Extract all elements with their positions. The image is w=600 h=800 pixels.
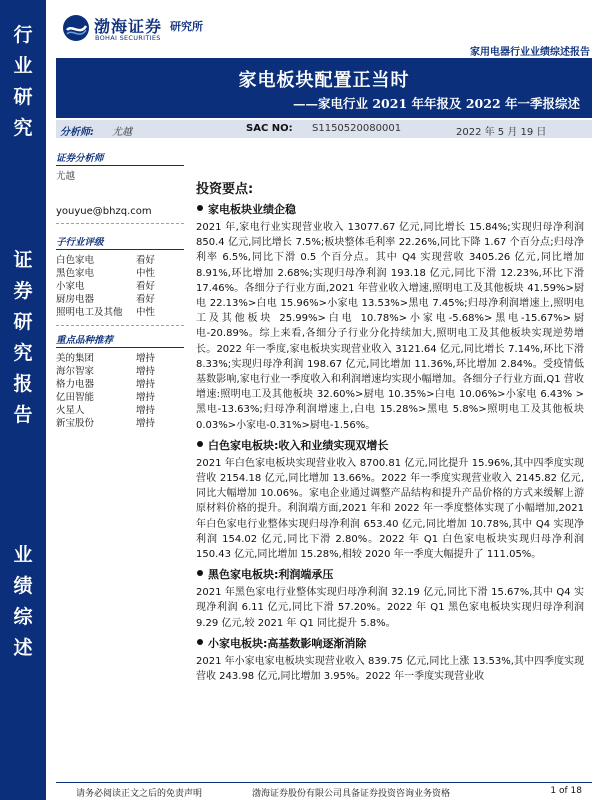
stock-row: [56, 391, 184, 404]
analyst-email[interactable]: youyue@bhzq.com: [56, 206, 152, 217]
subsector-name: 白色家电: [56, 255, 95, 266]
sidebar-label-securities-report: [0, 245, 46, 431]
sidebar-char: 述: [13, 637, 33, 659]
section-paragraph: 2021 年黑色家电行业整体实现归母净利润 32.19 亿元,同比下滑 15.67%,其中 Q4 实现净利润 6.11 亿元,同比下滑 57.20%。2022 年 Q1 黑色家电板块实现归母净利润 9.29 亿元,较 2021 年 Q1 同比提升 5.8%。: [196, 587, 584, 629]
subsector-rating: 看好: [136, 294, 156, 305]
sidebar-char: 报: [13, 373, 33, 395]
stock-name: 美的集团: [56, 353, 95, 364]
investment-highlights-heading: 投资要点:: [196, 182, 254, 197]
analyst-label: 分析师:: [60, 127, 94, 138]
section-title: 黑色家电板块:利润端承压: [196, 566, 584, 582]
subsector-name: 黑色家电: [56, 268, 95, 279]
subsector-rating: 看好: [136, 281, 156, 292]
company-logo: [62, 12, 232, 48]
stock-rating: 增持: [136, 405, 156, 416]
sidebar-char: 告: [13, 404, 33, 426]
stock-name: 新宝股份: [56, 418, 95, 429]
divider: [56, 325, 184, 326]
rating-section-title: 子行业评级: [56, 234, 184, 250]
main-column: [196, 178, 584, 684]
subsector-name: 厨房电器: [56, 294, 95, 305]
section-title: 小家电板块:高基数影响逐渐消除: [196, 635, 584, 651]
sidebar-char: 绩: [13, 575, 33, 597]
analyst-section-title: 证券分析师: [56, 150, 184, 166]
rating-row: [56, 280, 184, 293]
stock-name: 亿田智能: [56, 392, 95, 403]
stock-list: [56, 352, 184, 430]
report-date: 2022 年 5 月 19 日: [456, 127, 547, 138]
sidebar-char: 研: [13, 311, 33, 333]
subsector-name: 小家电: [56, 281, 85, 292]
sidebar-char: 综: [13, 606, 33, 628]
stock-rating: 增持: [136, 379, 156, 390]
subsector-rating: 中性: [136, 307, 156, 318]
analyst-name-left: 尤越: [56, 171, 76, 182]
section-paragraph: 2021 年小家电家电板块实现营业收入 839.75 亿元,同比上涨 13.53%,其中四季度实现营收 243.98 亿元,同比增加 3.95%。2022 年一季度实现营业收: [196, 655, 584, 683]
report-subtitle: ——家电行业 2021 年年报及 2022 年一季报综述: [293, 96, 580, 111]
sidebar-char: 研: [13, 86, 33, 108]
sidebar-label-earnings-review: [0, 540, 46, 664]
rating-row: [56, 293, 184, 306]
bohai-logo-icon: [62, 14, 90, 42]
stock-rating: 增持: [136, 366, 156, 377]
section-paragraph: 2021 年,家电行业实现营业收入 13077.67 亿元,同比增长 15.84%;实现归母净利润 850.4 亿元,同比增长 7.5%;板块整体毛利率 22.26%,同比下降 1.67 个百分点;归母净利率 6.5%,同比下滑 0.5 个百分点。其中 Q4 实现营收 3405.26 亿元,同比增加 8.91%,环比增加 2.68%;实现归母净利润 193.18 亿元,同比下滑 12.23%,环比下滑 17.46%。各细分子行业方面,2021 年营业收入增速,照明电工及其他板块 41.59%>厨电 22.13%>白电 15.96%>小家电 13.53%>黑电 7.45%;归母净利润增速上,照明电工及其他板块 25.99%>白电 10.78%>小家电-5.68%>黑电-15.67%>厨电-20.89%。综上来看,各细分子行业分化持续加大,照明电工及其他板块实现逆势增长。2022 年一季度,家电板块实现营业收入 3121.64 亿元,同比增长 7.14%,环比下滑 8.33%;实现归母净利润 198.67 亿元,同比增加 11.36%,环比增加 2.84%。受疫情低基数影响,家电行业一季度收入和利润增速均实现小幅增加。各细分子行业方面,Q1 营收增速:照明电工及其他板块 32.60%>厨电 10.35%>白电 10.06%>小家电 6.43% >黑电-13.63%;归母净利润增速上,白电 15.28%>黑电 5.8%>照明电工及其他板块 0.03%>小家电-0.31%>厨电-1.56%。: [196, 222, 584, 431]
sidebar-label-industry-research: [0, 20, 46, 144]
analyst-name: 尤越: [112, 127, 132, 138]
section-title: 家电板块业绩企稳: [196, 201, 584, 217]
stock-row: [56, 378, 184, 391]
section-paragraph: 2021 年白色家电板块实现营业收入 8700.81 亿元,同比提升 15.96%,其中四季度实现营收 2154.18 亿元,同比增加 13.66%。2022 年一季度实现营业收入 2145.82 亿元,同比大幅增加 10.06%。家电企业通过调整产品结构和提升产品价格的方式来缓解上游原材料价格的提升。利润端方面,2021 年和 2022 年一季度整体实现了小幅增加,2021 年白色家电行业整体实现归母净利润 653.40 亿元,同比增加 10.78%,其中 Q4 实现净利润 154.02 亿元,同比下滑 2.80%。2022 年 Q1 白色家电板块实现归母净利润 150.43 亿元,同比增加 15.28%,相较 2020 年一季度大幅提升了 111.05%。: [196, 457, 584, 561]
divider: [56, 223, 184, 224]
stock-row: [56, 404, 184, 417]
stock-rating: 增持: [136, 353, 156, 364]
sidebar-char: 行: [13, 24, 33, 46]
sidebar-char: 证: [13, 249, 33, 271]
stock-row: [56, 417, 184, 430]
stock-rating: 增持: [136, 392, 156, 403]
sidebar-char: 究: [13, 117, 33, 139]
sidebar-char: 业: [13, 544, 33, 566]
meta-bar: [56, 120, 592, 138]
subsector-name: 照明电工及其他: [56, 307, 123, 318]
stock-name: 海尔智家: [56, 366, 95, 377]
brand-name-en: BOHAI SECURITIES: [95, 34, 161, 42]
stock-rating: 增持: [136, 418, 156, 429]
rating-row: [56, 306, 184, 319]
section-title: 白色家电板块:收入和业绩实现双增长: [196, 437, 584, 453]
sac-number: S1150520080001: [312, 123, 402, 134]
brand-name-cn: 渤海证券: [94, 17, 163, 36]
sidebar-char: 业: [13, 55, 33, 77]
report-title: 家电板块配置正当时: [238, 70, 410, 91]
stock-row: [56, 365, 184, 378]
sac-label: SAC NO:: [246, 123, 293, 134]
sidebar-band: [0, 0, 46, 800]
sidebar-char: 券: [13, 280, 33, 302]
stock-row: [56, 352, 184, 365]
stock-section-title: 重点品种推荐: [56, 332, 184, 348]
rating-list: [56, 254, 184, 319]
report-type: 家用电器行业业绩综述报告: [470, 47, 590, 58]
institute-label: 研究所: [170, 20, 203, 33]
stock-name: 火星人: [56, 405, 85, 416]
qualification-note: 渤海证券股份有限公司具备证券投资咨询业务资格: [252, 789, 451, 799]
sidebar-char: 究: [13, 342, 33, 364]
stock-name: 格力电器: [56, 379, 95, 390]
page-footer: [56, 782, 592, 800]
left-column: [56, 140, 184, 430]
page-number: 1 of 18: [550, 786, 582, 796]
title-banner: [56, 60, 592, 118]
subsector-rating: 中性: [136, 268, 156, 279]
disclaimer-note: 请务必阅读正文之后的免责声明: [76, 789, 203, 799]
rating-row: [56, 254, 184, 267]
subsector-rating: 看好: [136, 255, 156, 266]
rating-row: [56, 267, 184, 280]
